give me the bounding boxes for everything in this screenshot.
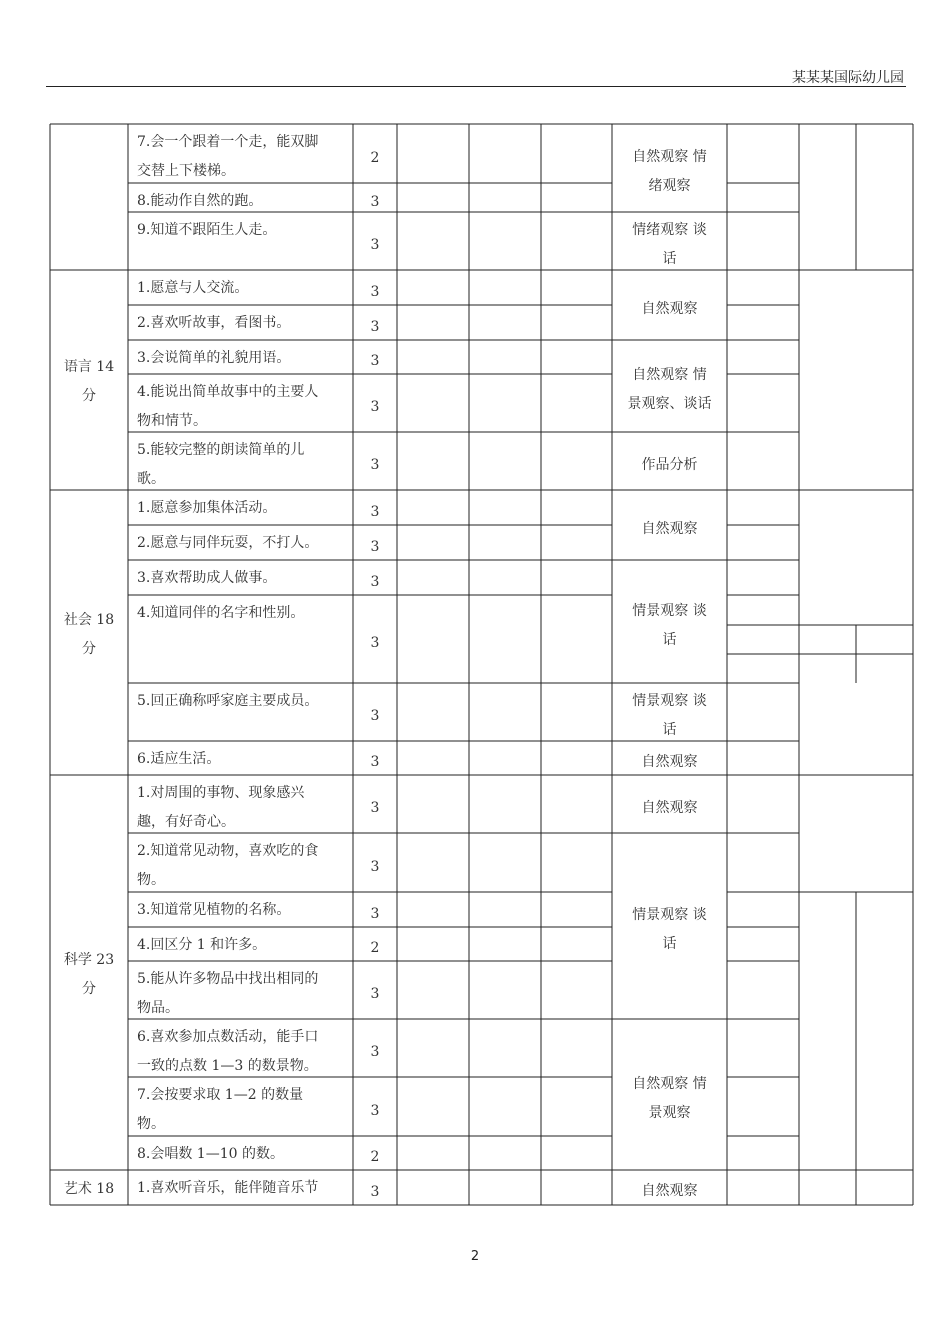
item-text: 5.能从许多物品中找出相同的 物品。 [137, 971, 319, 1016]
item-text: 7.会一个跟着一个走，能双脚 交替上下楼梯。 [137, 134, 319, 179]
score-value: 3 [370, 538, 380, 555]
item-text: 5.能较完整的朗读简单的儿 歌。 [137, 442, 305, 487]
category-label: 科学 23 分 [63, 951, 115, 997]
header-title: 某某某国际幼儿园 [792, 70, 904, 86]
item-text: 2.知道常见动物，喜欢吃的食 物。 [137, 843, 319, 888]
item-text: 6.喜欢参加点数活动，能手口 一致的点数 1—3 的数景物。 [137, 1029, 319, 1074]
item-text: 1.愿意参加集体活动。 [137, 500, 277, 516]
score-value: 3 [370, 635, 380, 651]
score-value: 3 [370, 1183, 380, 1200]
method-label: 情景观察 谈 话 [632, 907, 707, 952]
item-text: 1.对周围的事物、现象感兴 趣，有好奇心。 [137, 785, 305, 830]
score-value: 3 [370, 754, 380, 770]
item-text: 9.知道不跟陌生人走。 [137, 222, 277, 238]
item-text: 8.能动作自然的跑。 [137, 193, 263, 209]
item-text: 3.喜欢帮助成人做事。 [137, 570, 277, 586]
score-value: 2 [370, 940, 380, 956]
method-label: 作品分析 [641, 456, 698, 473]
score-value: 3 [370, 503, 380, 520]
score-value: 3 [370, 800, 380, 816]
score-value: 3 [370, 1044, 380, 1060]
method-label: 自然观察 [641, 300, 698, 317]
item-text: 5.回正确称呼家庭主要成员。 [137, 693, 319, 709]
item-text: 2.愿意与同伴玩耍，不打人。 [137, 535, 319, 551]
score-value: 3 [370, 1102, 380, 1119]
score-value: 3 [370, 858, 380, 875]
method-label: 情绪观察 谈 话 [632, 222, 707, 267]
score-value: 3 [370, 708, 380, 724]
score-value: 3 [370, 986, 380, 1002]
item-text: 6.适应生活。 [137, 751, 221, 767]
item-text: 1.愿意与人交流。 [137, 280, 249, 296]
item-text: 4.知道同伴的名字和性别。 [137, 605, 305, 621]
score-value: 3 [370, 353, 380, 369]
method-label: 自然观察 [641, 799, 698, 816]
item-text: 1.喜欢听音乐，能伴随音乐节 [137, 1180, 319, 1196]
item-text: 3.知道常见植物的名称。 [137, 902, 291, 918]
score-value: 2 [370, 1149, 380, 1165]
item-text: 8.会唱数 1—10 的数。 [137, 1146, 284, 1162]
score-value: 3 [370, 457, 380, 473]
method-label: 自然观察 情 景观察、谈话 [627, 367, 712, 412]
item-text: 3.会说简单的礼貌用语。 [137, 350, 291, 366]
score-value: 3 [370, 905, 380, 922]
method-label: 自然观察 情 绪观察 [632, 149, 707, 194]
score-value: 3 [370, 283, 380, 300]
method-label: 自然观察 [641, 520, 698, 537]
page-number: 2 [470, 1249, 480, 1264]
score-value: 3 [370, 573, 380, 590]
category-label: 社会 18 分 [63, 611, 115, 657]
method-label: 自然观察 [641, 753, 698, 770]
item-text: 2.喜欢听故事，看图书。 [137, 315, 291, 331]
score-value: 3 [370, 237, 380, 253]
method-label: 情景观察 谈 话 [632, 602, 707, 648]
item-text: 4.能说出简单故事中的主要人 物和情节。 [137, 384, 319, 429]
method-label: 自然观察 [641, 1183, 698, 1199]
item-text: 4.回区分 1 和许多。 [137, 937, 267, 953]
method-label: 情景观察 谈 话 [632, 693, 707, 738]
category-label: 语言 14 分 [63, 359, 115, 404]
item-text: 7.会按要求取 1—2 的数量 物。 [137, 1087, 304, 1132]
score-value: 3 [370, 318, 380, 335]
category-label: 艺术 18 [63, 1181, 115, 1197]
score-value: 2 [370, 149, 380, 166]
score-value: 3 [370, 399, 380, 415]
score-value: 3 [370, 193, 380, 210]
method-label: 自然观察 情 景观察 [632, 1075, 707, 1121]
